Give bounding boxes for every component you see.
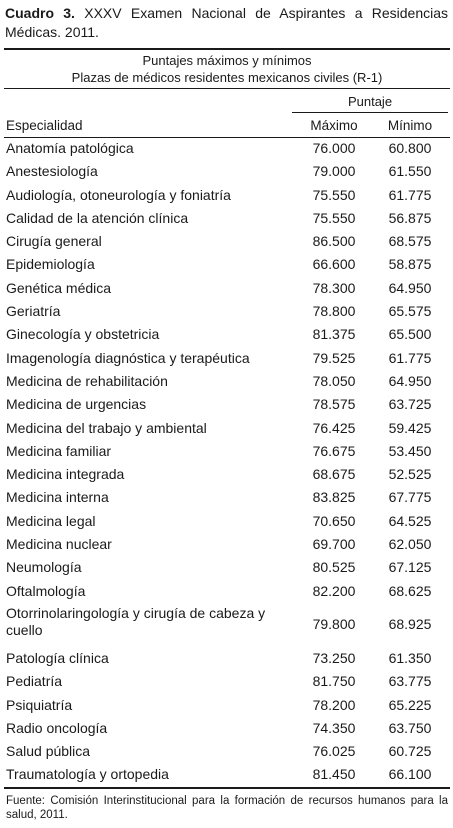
table-row <box>0 208 453 231</box>
min-score: 67.775 <box>388 489 432 506</box>
min-score: 64.950 <box>388 279 432 296</box>
min-score: 64.525 <box>388 512 432 529</box>
max-score: 76.675 <box>312 442 356 459</box>
specialty-name: Cirugía general <box>6 233 102 250</box>
min-score: 63.725 <box>388 396 432 413</box>
min-score: 53.450 <box>388 442 432 459</box>
max-score: 82.200 <box>312 582 356 599</box>
table-row <box>0 231 453 254</box>
specialty-name: Ginecología y obstetricia <box>6 326 160 343</box>
specialty-name: Otorrinolaringología y cirugía de cabeza y cuello <box>6 604 266 638</box>
min-score: 64.950 <box>388 372 432 389</box>
specialty-name: Geriatría <box>6 303 61 320</box>
max-score: 81.375 <box>312 326 356 343</box>
min-score: 60.800 <box>388 140 432 156</box>
specialty-name: Calidad de la atención clínica <box>6 209 189 226</box>
table-row <box>0 254 453 277</box>
max-score: 78.800 <box>312 303 356 320</box>
table-row <box>0 534 453 557</box>
subtitle-line-1: Puntajes máximos y mínimos <box>142 53 312 68</box>
table-row <box>0 324 453 347</box>
max-score: 86.500 <box>312 233 356 250</box>
min-score: 61.775 <box>388 186 432 203</box>
specialty-name: Epidemiología <box>6 256 95 273</box>
max-score: 70.650 <box>312 512 356 529</box>
table-row <box>0 138 453 161</box>
specialty-name: Audiología, otoneurología y foniatría <box>6 186 231 203</box>
table-row <box>0 161 453 184</box>
specialty-name: Medicina legal <box>6 512 96 529</box>
min-score: 65.225 <box>388 696 432 713</box>
max-score: 78.300 <box>312 279 356 296</box>
max-score: 69.700 <box>312 536 356 553</box>
min-score: 65.500 <box>388 326 432 343</box>
max-score: 83.825 <box>312 489 356 506</box>
source-note: Fuente: Comisión Interinstitucional para la formación de recursos humanos para la salud, 2011. <box>6 795 448 821</box>
header-especialidad: Especialidad <box>6 118 83 133</box>
table-row <box>0 348 453 371</box>
min-score: 59.425 <box>388 419 432 436</box>
caption-text: XXXV Examen Nacional de Aspirantes a Residencias Médicas. 2011. <box>5 5 449 40</box>
max-score: 79.000 <box>312 163 356 180</box>
min-score: 68.575 <box>388 233 432 250</box>
table-row <box>0 278 453 301</box>
table-caption <box>5 4 448 42</box>
max-score: 75.550 <box>312 209 356 226</box>
max-score: 79.800 <box>312 615 356 632</box>
table-row <box>0 418 453 441</box>
specialty-name: Traumatología y ortopedia <box>6 766 169 783</box>
table-row <box>0 371 453 394</box>
specialty-name: Psiquiatría <box>6 696 73 713</box>
subtitle-rule <box>4 88 450 89</box>
specialty-name: Anatomía patológica <box>6 140 134 156</box>
table-row <box>0 441 453 464</box>
specialty-name: Pediatría <box>6 673 63 690</box>
min-score: 66.100 <box>388 766 432 783</box>
specialty-name: Medicina de urgencias <box>6 396 147 413</box>
table-row <box>0 301 453 324</box>
specialty-name: Radio oncología <box>6 719 108 736</box>
top-rule <box>4 48 450 50</box>
table-row <box>0 604 453 648</box>
specialty-name: Oftalmología <box>6 582 86 599</box>
table-row <box>0 557 453 580</box>
table-body <box>0 138 453 788</box>
specialty-name: Medicina integrada <box>6 466 125 483</box>
specialty-name: Salud pública <box>6 743 91 760</box>
max-score: 78.575 <box>312 396 356 413</box>
min-score: 65.575 <box>388 303 432 320</box>
header-maximo: Máximo <box>310 118 358 133</box>
min-score: 58.875 <box>388 256 432 273</box>
table-row <box>0 671 453 694</box>
max-score: 78.200 <box>312 696 356 713</box>
table-row <box>0 511 453 534</box>
table-row <box>0 718 453 741</box>
max-score: 80.525 <box>312 559 356 576</box>
table-row <box>0 648 453 671</box>
max-score: 74.350 <box>312 719 356 736</box>
max-score: 81.750 <box>312 673 356 690</box>
min-score: 68.925 <box>388 615 432 632</box>
min-score: 63.750 <box>388 719 432 736</box>
max-score: 78.050 <box>312 372 356 389</box>
min-score: 68.625 <box>388 582 432 599</box>
header-puntaje: Puntaje <box>347 94 393 109</box>
max-score: 79.525 <box>312 349 356 366</box>
max-score: 76.425 <box>312 419 356 436</box>
table-row <box>0 185 453 208</box>
min-score: 67.125 <box>388 559 432 576</box>
caption-label: Cuadro 3. <box>5 5 75 21</box>
specialty-name: Neumología <box>6 559 82 576</box>
specialty-name: Medicina familiar <box>6 442 112 459</box>
specialty-name: Medicina del trabajo y ambiental <box>6 419 207 436</box>
table-row <box>0 464 453 487</box>
specialty-name: Genética médica <box>6 279 112 296</box>
table-row <box>0 764 453 787</box>
max-score: 76.025 <box>312 743 356 760</box>
specialty-name: Medicina interna <box>6 489 109 506</box>
min-score: 62.050 <box>388 536 432 553</box>
specialty-name: Medicina nuclear <box>6 536 112 553</box>
max-score: 73.250 <box>312 649 356 666</box>
bottom-rule <box>4 787 450 789</box>
table-row <box>0 695 453 718</box>
puntaje-rule <box>292 112 448 113</box>
specialty-name: Imagenología diagnóstica y terapéutica <box>6 349 250 366</box>
table-row <box>0 741 453 764</box>
max-score: 66.600 <box>312 256 356 273</box>
specialty-name: Patología clínica <box>6 649 109 666</box>
min-score: 52.525 <box>388 466 432 483</box>
min-score: 63.775 <box>388 673 432 690</box>
max-score: 68.675 <box>312 466 356 483</box>
header-minimo: Mínimo <box>387 118 433 133</box>
table-row <box>0 487 453 510</box>
min-score: 60.725 <box>388 743 432 760</box>
specialty-name: Medicina de rehabilitación <box>6 372 168 389</box>
table-row <box>0 394 453 417</box>
subtitle-line-2: Plazas de médicos residentes mexicanos civiles (R-1) <box>71 70 383 85</box>
max-score: 81.450 <box>312 766 356 783</box>
min-score: 61.550 <box>388 163 432 180</box>
specialty-name: Anestesiología <box>6 163 98 180</box>
min-score: 56.875 <box>388 209 432 226</box>
table-row <box>0 581 453 604</box>
min-score: 61.775 <box>388 349 432 366</box>
min-score: 61.350 <box>388 649 432 666</box>
max-score: 75.550 <box>312 186 356 203</box>
max-score: 76.000 <box>312 140 356 156</box>
